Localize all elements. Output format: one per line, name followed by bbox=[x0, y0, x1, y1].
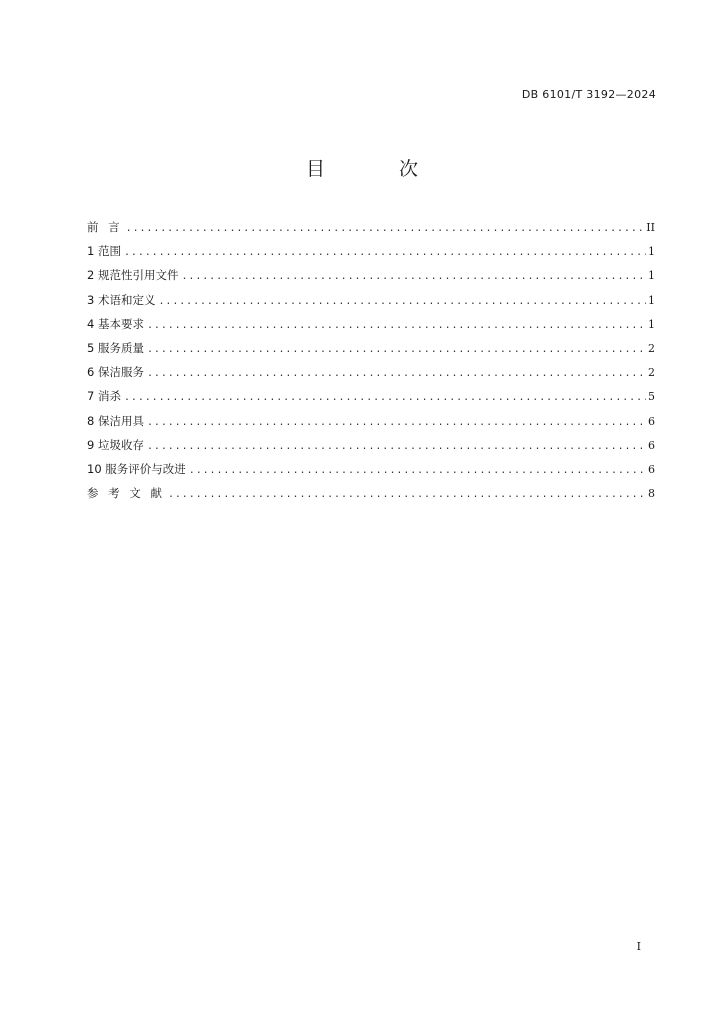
toc-entry-basic-requirements[interactable] bbox=[87, 316, 655, 340]
toc-entry-foreword[interactable] bbox=[87, 219, 655, 243]
toc-entry-page: 5 bbox=[648, 390, 655, 404]
toc-entry-page: 1 bbox=[648, 293, 655, 307]
toc-leader-dots bbox=[147, 318, 646, 334]
toc-entry-disinfection[interactable] bbox=[87, 388, 655, 412]
toc-leader-dots bbox=[147, 439, 646, 455]
toc-entry-service-evaluation[interactable] bbox=[87, 461, 655, 485]
toc-entry-label: 2 规范性引用文件 bbox=[87, 268, 179, 283]
toc-entry-page: 2 bbox=[648, 341, 655, 355]
toc-entry-page: II bbox=[646, 221, 655, 234]
toc-leader-dots bbox=[147, 415, 646, 431]
toc-entry-label: 4 基本要求 bbox=[87, 316, 144, 331]
page-number: I bbox=[636, 940, 641, 953]
toc-entry-waste-storage[interactable] bbox=[87, 437, 655, 461]
toc-entry-page: 6 bbox=[648, 414, 655, 428]
toc-entry-service-quality[interactable] bbox=[87, 340, 655, 364]
toc-entry-label: 前 言 bbox=[87, 220, 123, 234]
toc-leader-dots bbox=[189, 463, 646, 479]
toc-entry-page: 6 bbox=[648, 462, 655, 476]
toc-entry-normative-references[interactable] bbox=[87, 267, 655, 291]
toc-entry-label: 6 保洁服务 bbox=[87, 365, 144, 380]
toc-leader-dots bbox=[158, 294, 646, 310]
toc-entry-page: 2 bbox=[648, 366, 655, 380]
toc-leader-dots bbox=[147, 366, 646, 382]
toc-entry-page: 6 bbox=[648, 438, 655, 452]
toc-entry-label: 7 消杀 bbox=[87, 389, 121, 404]
page-title: 目 次 bbox=[305, 158, 453, 180]
toc-entry-page: 1 bbox=[648, 317, 655, 331]
document-code: DB 6101/T 3192—2024 bbox=[521, 88, 656, 101]
toc-entry-label: 1 范围 bbox=[87, 244, 121, 259]
toc-entry-bibliography[interactable] bbox=[87, 485, 655, 509]
toc-entry-label: 参 考 文 献 bbox=[87, 486, 165, 501]
toc-leader-dots bbox=[124, 245, 646, 261]
toc-entry-label: 9 垃圾收存 bbox=[87, 437, 144, 452]
toc-entry-terms-definitions[interactable] bbox=[87, 292, 655, 316]
toc-leader-dots bbox=[124, 390, 646, 406]
toc-entry-scope[interactable] bbox=[87, 243, 655, 267]
toc-entry-page: 8 bbox=[648, 487, 655, 501]
toc-leader-dots bbox=[147, 342, 646, 358]
toc-entry-label: 8 保洁用具 bbox=[87, 413, 144, 428]
toc-entry-page: 1 bbox=[648, 269, 655, 283]
toc-entry-label: 10 服务评价与改进 bbox=[87, 461, 186, 476]
toc-entry-label: 5 服务质量 bbox=[87, 340, 144, 355]
table-of-contents bbox=[87, 219, 655, 509]
toc-leader-dots bbox=[181, 269, 646, 285]
toc-leader-dots bbox=[126, 221, 645, 237]
toc-entry-page: 1 bbox=[648, 245, 655, 259]
toc-entry-cleaning-tools[interactable] bbox=[87, 413, 655, 437]
toc-leader-dots bbox=[168, 487, 646, 503]
toc-entry-label: 3 术语和定义 bbox=[87, 292, 156, 307]
toc-entry-cleaning-service[interactable] bbox=[87, 364, 655, 388]
